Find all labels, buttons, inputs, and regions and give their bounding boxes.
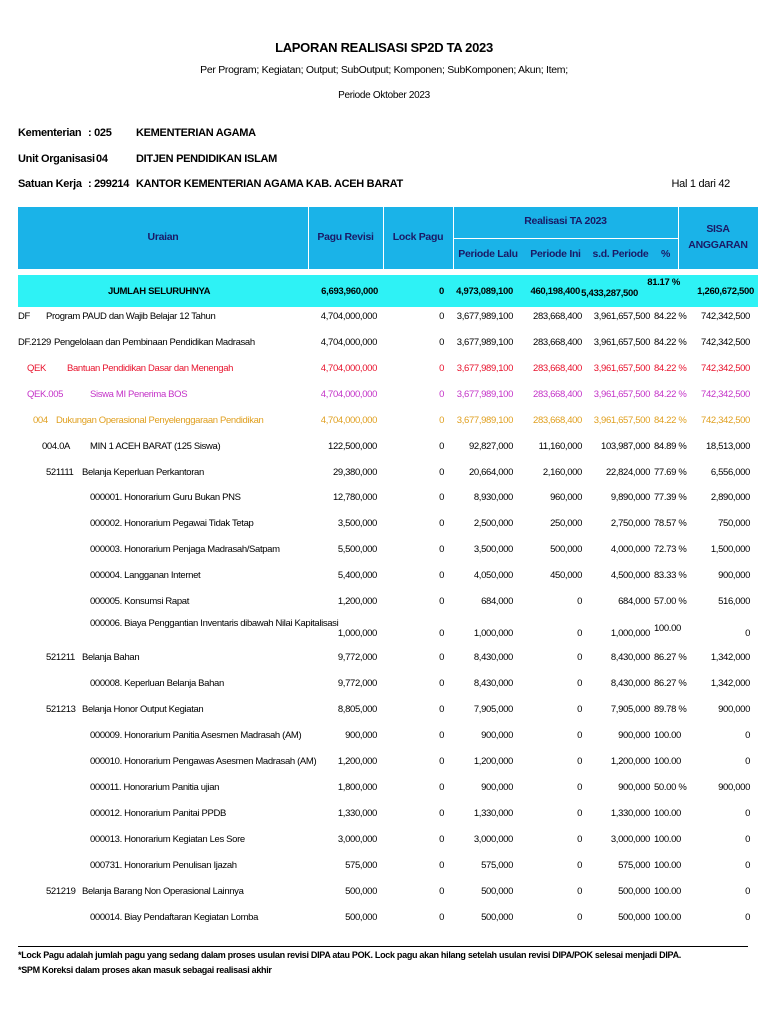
table-row (0, 570, 768, 588)
row-uraian: 000008. Keperluan Belanja Bahan (90, 678, 224, 689)
row-sisa: 0 (745, 834, 750, 845)
row-pagu: 500,000 (345, 912, 377, 923)
report-period: Periode Oktober 2023 (338, 90, 430, 101)
col-uraian: Uraian (147, 231, 179, 243)
row-lalu: 3,677,989,100 (456, 415, 513, 426)
row-sd: 4,500,000 (610, 570, 650, 581)
row-lock: 0 (439, 492, 444, 503)
row-lock: 0 (439, 730, 444, 741)
row-pagu: 5,400,000 (337, 570, 377, 581)
table-row (0, 596, 768, 614)
row-pagu: 3,000,000 (337, 834, 377, 845)
table-row (0, 311, 768, 329)
row-ini: 283,668,400 (533, 363, 582, 374)
row-percent: 57.00 % (654, 596, 687, 607)
row-pagu: 122,500,000 (328, 441, 377, 452)
row-lock: 0 (439, 782, 444, 793)
row-uraian: Belanja Barang Non Operasional Lainnya (82, 886, 244, 897)
col-realisasi: Realisasi TA 2023 (524, 215, 607, 227)
row-lalu: 2,500,000 (473, 518, 513, 529)
total-lalu: 4,973,089,100 (456, 286, 513, 297)
row-lock: 0 (439, 912, 444, 923)
row-pagu: 1,800,000 (337, 782, 377, 793)
table-row (0, 808, 768, 826)
row-ini: 0 (577, 678, 582, 689)
row-percent: 72.73 % (654, 544, 687, 555)
row-sisa: 0 (745, 808, 750, 819)
kementerian-name: KEMENTERIAN AGAMA (136, 127, 256, 139)
row-lalu: 7,905,000 (473, 704, 513, 715)
row-uraian: 000010. Honorarium Pengawas Asesmen Madrasah (AM) (90, 756, 317, 767)
row-ini: 0 (577, 628, 582, 639)
row-sisa: 516,000 (718, 596, 750, 607)
row-ini: 11,160,000 (538, 441, 582, 452)
row-lalu: 1,000,000 (473, 628, 513, 639)
row-lalu: 1,200,000 (473, 756, 513, 767)
row-lalu: 900,000 (481, 730, 513, 741)
row-lalu: 4,050,000 (473, 570, 513, 581)
row-ini: 500,000 (550, 544, 582, 555)
row-percent: 100.00 (654, 808, 681, 819)
table-row (0, 492, 768, 510)
row-sisa: 0 (745, 756, 750, 767)
row-ini: 0 (577, 756, 582, 767)
table-row (0, 389, 768, 407)
row-percent: 100.00 (654, 834, 681, 845)
row-uraian: Pengelolaan dan Pembinaan Pendidikan Madrasah (54, 337, 255, 348)
col-sisa: SISA (706, 223, 730, 235)
row-ini: 960,000 (550, 492, 582, 503)
row-lock: 0 (439, 756, 444, 767)
row-ini: 2,160,000 (542, 467, 582, 478)
row-uraian: 000001. Honorarium Guru Bukan PNS (90, 492, 241, 503)
row-ini: 283,668,400 (533, 389, 582, 400)
table-row (0, 618, 768, 640)
row-ini: 0 (577, 730, 582, 741)
row-sd: 3,000,000 (610, 834, 650, 845)
row-lock: 0 (439, 834, 444, 845)
total-row (18, 275, 758, 307)
row-code: DF.2129 (18, 337, 51, 348)
row-percent: 100.00 (654, 912, 681, 923)
row-lock: 0 (439, 518, 444, 529)
table-row (0, 518, 768, 536)
row-sisa: 742,342,500 (701, 363, 750, 374)
row-sd: 103,987,000 (601, 441, 650, 452)
row-sd: 684,000 (618, 596, 650, 607)
row-code: 004 (33, 415, 48, 426)
row-sisa: 0 (745, 860, 750, 871)
row-lalu: 92,827,000 (468, 441, 513, 452)
col-lock: Lock Pagu (392, 231, 444, 243)
row-percent: 84.22 % (654, 337, 687, 348)
row-uraian: 000013. Honorarium Kegiatan Les Sore (90, 834, 245, 845)
row-percent: 86.27 % (654, 678, 687, 689)
row-percent: 84.22 % (654, 363, 687, 374)
row-pagu: 12,780,000 (332, 492, 377, 503)
row-uraian: 000012. Honorarium Panitai PPDB (90, 808, 226, 819)
total-sd: 5,433,287,500 (581, 288, 638, 299)
row-pagu: 4,704,000,000 (320, 389, 377, 400)
row-sisa: 0 (745, 730, 750, 741)
row-sd: 500,000 (618, 912, 650, 923)
row-lalu: 3,000,000 (473, 834, 513, 845)
row-pagu: 4,704,000,000 (320, 415, 377, 426)
row-sisa: 742,342,500 (701, 415, 750, 426)
row-sd: 2,750,000 (610, 518, 650, 529)
row-sisa: 6,556,000 (710, 467, 750, 478)
total-label: JUMLAH SELURUHNYA (108, 286, 211, 297)
row-code: 521211 (46, 652, 75, 663)
row-lock: 0 (439, 596, 444, 607)
row-uraian: 000004. Langganan Internet (90, 570, 201, 581)
row-lock: 0 (439, 570, 444, 581)
row-percent: 83.33 % (654, 570, 687, 581)
row-sd: 500,000 (618, 886, 650, 897)
row-uraian: 000005. Konsumsi Rapat (90, 596, 189, 607)
row-ini: 0 (577, 834, 582, 845)
row-percent: 84.22 % (654, 415, 687, 426)
footnote-lock-pagu: *Lock Pagu adalah jumlah pagu yang sedang dalam proses usulan revisi DIPA atau POK. Lock pagu akan hilang setelah usulan revisi DIPA/POK selesai menjadi DIPA. (18, 950, 681, 960)
table-row (0, 886, 768, 904)
row-percent: 77.39 % (654, 492, 687, 503)
row-lalu: 3,677,989,100 (456, 389, 513, 400)
row-lalu: 3,677,989,100 (456, 363, 513, 374)
row-code: QEK (27, 363, 47, 374)
table-row (0, 834, 768, 852)
row-sisa: 1,342,000 (710, 678, 750, 689)
row-sisa: 900,000 (718, 570, 750, 581)
row-pagu: 4,704,000,000 (320, 337, 377, 348)
row-percent: 86.27 % (654, 652, 687, 663)
col-periode-ini: Periode Ini (530, 248, 581, 260)
table-row (0, 730, 768, 748)
total-ini: 460,198,400 (530, 286, 580, 297)
total-pagu: 6,693,960,000 (321, 286, 378, 297)
row-lock: 0 (439, 363, 444, 374)
row-pagu: 900,000 (345, 730, 377, 741)
row-lock: 0 (439, 467, 444, 478)
row-sd: 22,824,000 (605, 467, 650, 478)
row-lock: 0 (439, 652, 444, 663)
row-percent: 78.57 % (654, 518, 687, 529)
row-lalu: 8,930,000 (473, 492, 513, 503)
row-percent: 77.69 % (654, 467, 687, 478)
row-percent: 100.00 (654, 756, 681, 767)
row-ini: 0 (577, 808, 582, 819)
row-uraian: Program PAUD dan Wajib Belajar 12 Tahun (46, 311, 216, 322)
row-lalu: 1,330,000 (473, 808, 513, 819)
row-uraian: Siswa MI Penerima BOS (90, 389, 188, 400)
row-lock: 0 (439, 337, 444, 348)
satker-name: KANTOR KEMENTERIAN AGAMA KAB. ACEH BARAT (136, 178, 403, 190)
col-sd-periode: s.d. Periode (592, 248, 649, 260)
row-lalu: 900,000 (481, 782, 513, 793)
row-lock: 0 (439, 860, 444, 871)
row-pagu: 4,704,000,000 (320, 363, 377, 374)
table-row (0, 337, 768, 355)
footer-divider (18, 946, 748, 947)
row-ini: 0 (577, 782, 582, 793)
total-sisa: 1,260,672,500 (697, 286, 754, 297)
col-anggaran: ANGGARAN (688, 239, 748, 251)
row-percent: 100.00 (654, 623, 681, 634)
row-pagu: 500,000 (345, 886, 377, 897)
row-pagu: 9,772,000 (337, 678, 377, 689)
row-uraian: 000011. Honorarium Panitia ujian (90, 782, 220, 793)
row-lalu: 3,677,989,100 (456, 337, 513, 348)
page-indicator: Hal 1 dari 42 (671, 178, 730, 190)
row-pagu: 5,500,000 (337, 544, 377, 555)
row-pagu: 1,200,000 (337, 756, 377, 767)
row-lock: 0 (439, 389, 444, 400)
satker-code: : 299214 (88, 178, 130, 190)
row-sisa: 742,342,500 (701, 389, 750, 400)
unit-label: Unit Organisasi (18, 153, 95, 165)
row-ini: 0 (577, 652, 582, 663)
row-sisa: 0 (745, 912, 750, 923)
row-pagu: 1,200,000 (337, 596, 377, 607)
row-pagu: 3,500,000 (337, 518, 377, 529)
col-percent: % (660, 248, 671, 260)
table-row (0, 912, 768, 930)
table-row (0, 415, 768, 433)
table-row (0, 363, 768, 381)
row-lalu: 8,430,000 (473, 652, 513, 663)
table-row (0, 782, 768, 800)
row-pagu: 575,000 (345, 860, 377, 871)
row-pagu: 1,330,000 (337, 808, 377, 819)
row-sd: 3,961,657,500 (593, 415, 650, 426)
row-sisa: 900,000 (718, 782, 750, 793)
row-sd: 900,000 (618, 730, 650, 741)
col-pagu: Pagu Revisi (317, 231, 374, 243)
row-uraian: 000003. Honorarium Penjaga Madrasah/Satpam (90, 544, 280, 555)
row-ini: 0 (577, 704, 582, 715)
row-sd: 3,961,657,500 (593, 337, 650, 348)
row-ini: 250,000 (550, 518, 582, 529)
row-ini: 283,668,400 (533, 337, 582, 348)
footnote-spm-koreksi: *SPM Koreksi dalam proses akan masuk sebagai realisasi akhir (18, 965, 272, 975)
row-sd: 1,000,000 (610, 628, 650, 639)
table-row (0, 678, 768, 696)
row-ini: 450,000 (550, 570, 582, 581)
row-lock: 0 (439, 808, 444, 819)
row-code: 521213 (46, 704, 76, 715)
row-percent: 84.89 % (654, 441, 687, 452)
row-lock: 0 (439, 628, 444, 639)
unit-name: DITJEN PENDIDIKAN ISLAM (136, 153, 277, 165)
row-sd: 4,000,000 (610, 544, 650, 555)
table-row (0, 860, 768, 878)
row-uraian: 000006. Biaya Penggantian Inventaris dibawah Nilai Kapitalisasi (90, 618, 339, 629)
row-sisa: 0 (745, 628, 750, 639)
table-header (18, 207, 758, 269)
row-sisa: 750,000 (718, 518, 750, 529)
row-uraian: 000009. Honorarium Panitia Asesmen Madrasah (AM) (90, 730, 302, 741)
row-ini: 0 (577, 912, 582, 923)
row-pagu: 9,772,000 (337, 652, 377, 663)
row-code: 004.0A (42, 441, 71, 452)
row-sd: 3,961,657,500 (593, 389, 650, 400)
row-sd: 900,000 (618, 782, 650, 793)
report-subtitle: Per Program; Kegiatan; Output; SubOutput; Komponen; SubKomponen; Akun; Item; (200, 64, 568, 76)
col-periode-lalu: Periode Lalu (458, 248, 518, 260)
row-lock: 0 (439, 704, 444, 715)
row-percent: 100.00 (654, 860, 681, 871)
row-ini: 0 (577, 886, 582, 897)
kementerian-label: Kementerian (18, 127, 82, 139)
row-lock: 0 (439, 886, 444, 897)
row-pagu: 4,704,000,000 (320, 311, 377, 322)
row-uraian: MIN 1 ACEH BARAT (125 Siswa) (90, 441, 221, 452)
row-lalu: 684,000 (481, 596, 513, 607)
row-uraian: Bantuan Pendidikan Dasar dan Menengah (67, 363, 234, 374)
row-lalu: 3,500,000 (473, 544, 513, 555)
row-uraian: 000731. Honorarium Penulisan Ijazah (90, 860, 237, 871)
row-code: 521219 (46, 886, 76, 897)
row-sd: 1,200,000 (610, 756, 650, 767)
row-lalu: 500,000 (481, 886, 513, 897)
table-row (0, 756, 768, 774)
row-ini: 0 (577, 860, 582, 871)
total-lock: 0 (439, 286, 444, 297)
row-code: QEK.005 (27, 389, 64, 400)
row-uraian: 000014. Biay Pendaftaran Kegiatan Lomba (90, 912, 259, 923)
row-ini: 283,668,400 (533, 311, 582, 322)
row-sd: 7,905,000 (610, 704, 650, 715)
row-lock: 0 (439, 544, 444, 555)
row-sd: 3,961,657,500 (593, 363, 650, 374)
row-sd: 9,890,000 (610, 492, 650, 503)
row-sd: 1,330,000 (610, 808, 650, 819)
row-sisa: 1,500,000 (710, 544, 750, 555)
row-lalu: 3,677,989,100 (456, 311, 513, 322)
row-sd: 8,430,000 (610, 678, 650, 689)
row-uraian: Belanja Keperluan Perkantoran (82, 467, 204, 478)
report-title: LAPORAN REALISASI SP2D TA 2023 (275, 40, 493, 55)
row-lock: 0 (439, 678, 444, 689)
row-pagu: 1,000,000 (337, 628, 377, 639)
row-code: DF (18, 311, 30, 322)
kementerian-code: : 025 (88, 127, 112, 139)
row-percent: 89.78 % (654, 704, 687, 715)
row-sisa: 900,000 (718, 704, 750, 715)
row-lock: 0 (439, 441, 444, 452)
row-percent: 100.00 (654, 886, 681, 897)
row-lalu: 575,000 (481, 860, 513, 871)
row-percent: 50.00 % (654, 782, 687, 793)
satker-label: Satuan Kerja (18, 178, 82, 190)
row-lalu: 20,664,000 (468, 467, 513, 478)
row-ini: 283,668,400 (533, 415, 582, 426)
row-pagu: 8,805,000 (337, 704, 377, 715)
row-sisa: 0 (745, 886, 750, 897)
total-pct: 81.17 % (647, 277, 680, 288)
row-sisa: 742,342,500 (701, 311, 750, 322)
row-sisa: 2,890,000 (710, 492, 750, 503)
row-pagu: 29,380,000 (332, 467, 377, 478)
row-lock: 0 (439, 311, 444, 322)
row-sisa: 1,342,000 (710, 652, 750, 663)
row-lalu: 500,000 (481, 912, 513, 923)
row-uraian: Belanja Honor Output Kegiatan (82, 704, 204, 715)
unit-code: 04 (96, 153, 108, 165)
row-sisa: 18,513,000 (705, 441, 750, 452)
table-row (0, 467, 768, 485)
row-sisa: 742,342,500 (701, 337, 750, 348)
row-code: 521111 (46, 467, 74, 478)
row-sd: 575,000 (618, 860, 650, 871)
row-sd: 8,430,000 (610, 652, 650, 663)
row-percent: 84.22 % (654, 389, 687, 400)
table-row (0, 441, 768, 459)
row-lalu: 8,430,000 (473, 678, 513, 689)
row-sd: 3,961,657,500 (593, 311, 650, 322)
table-row (0, 544, 768, 562)
row-percent: 84.22 % (654, 311, 687, 322)
row-percent: 100.00 (654, 730, 681, 741)
row-uraian: 000002. Honorarium Pegawai Tidak Tetap (90, 518, 254, 529)
row-ini: 0 (577, 596, 582, 607)
row-lock: 0 (439, 415, 444, 426)
table-row (0, 704, 768, 722)
row-uraian: Dukungan Operasional Penyelenggaraan Pendidikan (56, 415, 264, 426)
table-row (0, 652, 768, 670)
row-uraian: Belanja Bahan (82, 652, 140, 663)
